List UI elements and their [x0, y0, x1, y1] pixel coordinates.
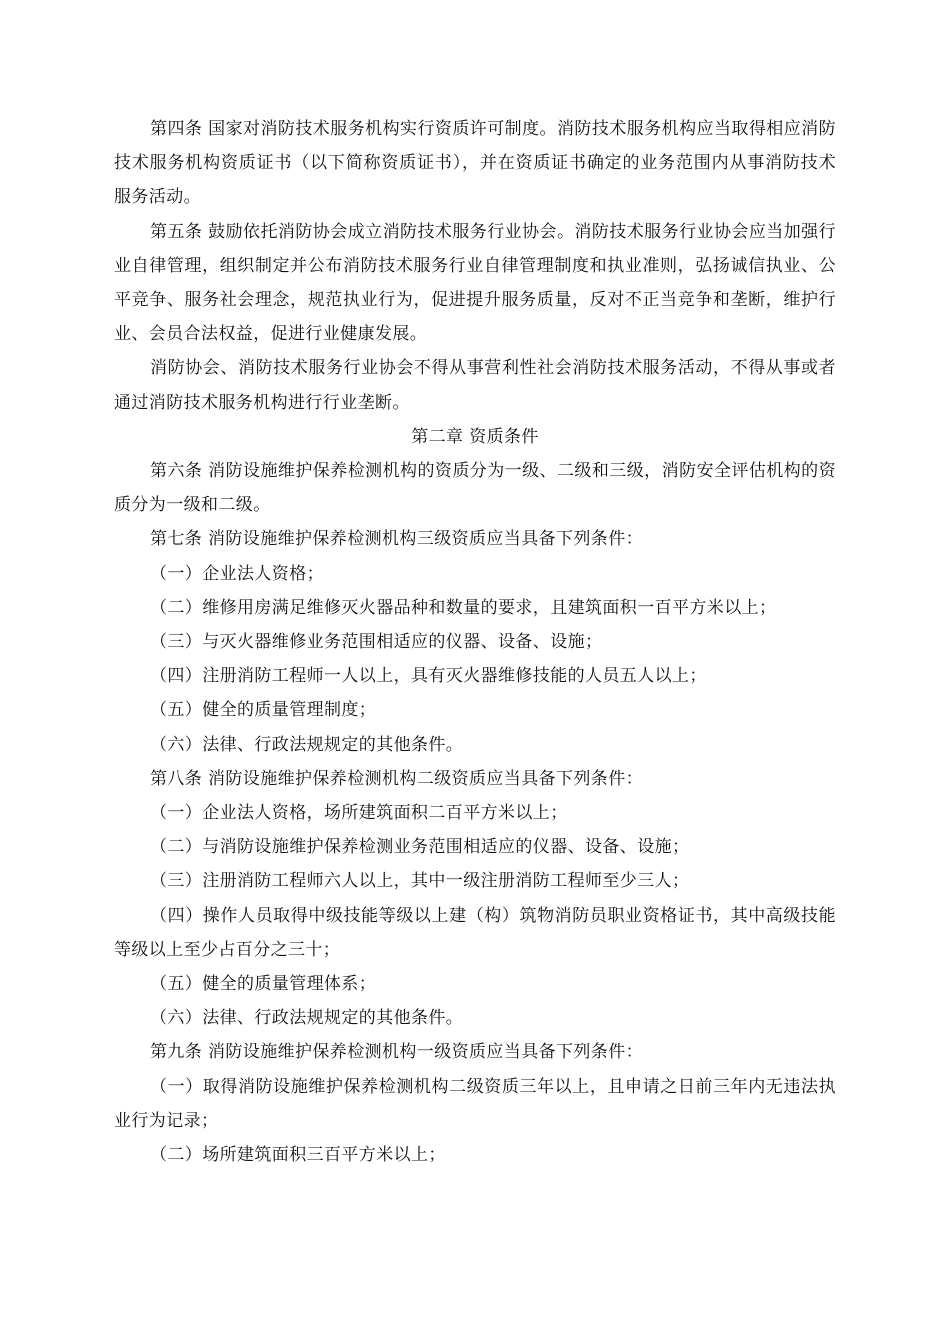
article-8-item-5: （五）健全的质量管理体系；: [150, 974, 377, 995]
article-8-item-4: （四）操作人员取得中级技能等级以上建（构）筑物消防员职业资格证书，其中高级技能等级以上至少占百分之三十；: [114, 905, 836, 960]
article-5: 第五条 鼓励依托消防协会成立消防技术服务行业协会。消防技术服务行业协会应当加强行业自律管理，组织制定并公布消防技术服务行业自律管理制度和执业准则，弘扬诚信执业、公平竞争、服务社会理念，规范执业行为，促进提升服务质量，反对不正当竞争和垄断，维护行业、会员合法权益，促进行业健康发展。: [114, 221, 836, 345]
article-9: 第九条 消防设施维护保养检测机构一级资质应当具备下列条件：: [150, 1042, 644, 1063]
article-7-item-4: （四）注册消防工程师一人以上，具有灭火器维修技能的人员五人以上；: [150, 666, 707, 687]
chapter-2-heading: 第二章 资质条件: [411, 426, 539, 447]
article-9-item-1: （一）取得消防设施维护保养检测机构二级资质三年以上，且申请之日前三年内无违法执业行为记录；: [114, 1076, 836, 1131]
article-8-item-3: （三）注册消防工程师六人以上，其中一级注册消防工程师至少三人；: [150, 871, 690, 892]
document-page: [114, 112, 836, 1172]
article-8-item-2: （二）与消防设施维护保养检测业务范围相适应的仪器、设备、设施；: [150, 837, 690, 858]
article-4: 第四条 国家对消防技术服务机构实行资质许可制度。消防技术服务机构应当取得相应消防技术服务机构资质证书（以下简称资质证书），并在资质证书确定的业务范围内从事消防技术服务活动。: [114, 119, 836, 208]
article-6: 第六条 消防设施维护保养检测机构的资质分为一级、二级和三级，消防安全评估机构的资质分为一级和二级。: [114, 461, 836, 516]
article-7-item-6: （六）法律、行政法规规定的其他条件。: [150, 734, 464, 755]
article-7: 第七条 消防设施维护保养检测机构三级资质应当具备下列条件：: [150, 529, 644, 550]
article-8: 第八条 消防设施维护保养检测机构二级资质应当具备下列条件：: [150, 768, 644, 789]
article-5-continued: 消防协会、消防技术服务行业协会不得从事营利性社会消防技术服务活动，不得从事或者通过消防技术服务机构进行行业垄断。: [114, 358, 836, 413]
article-7-item-5: （五）健全的质量管理制度；: [150, 700, 377, 721]
article-7-item-3: （三）与灭火器维修业务范围相适应的仪器、设备、设施；: [150, 632, 603, 653]
article-8-item-6: （六）法律、行政法规规定的其他条件。: [150, 1008, 464, 1029]
article-8-item-1: （一）企业法人资格，场所建筑面积二百平方米以上；: [150, 803, 568, 824]
article-7-item-2: （二）维修用房满足维修灭火器品种和数量的要求，且建筑面积一百平方米以上；: [150, 597, 777, 618]
article-7-item-1: （一）企业法人资格；: [150, 563, 324, 584]
article-9-item-2: （二）场所建筑面积三百平方米以上；: [150, 1145, 446, 1166]
